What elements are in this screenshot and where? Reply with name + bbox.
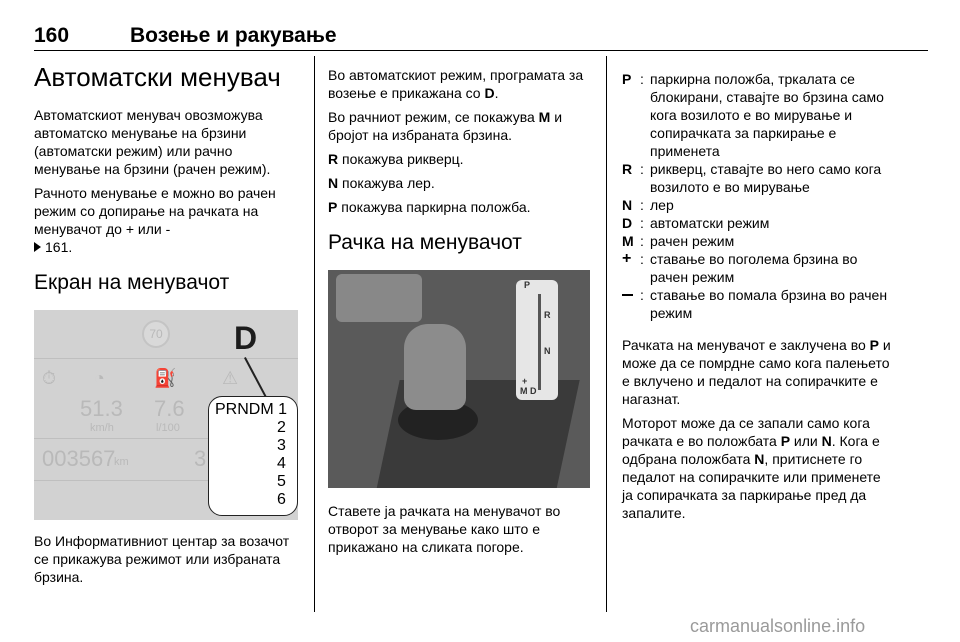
- average-speed-unit: km/h: [90, 422, 114, 434]
- paragraph: [328, 150, 594, 168]
- plus-key: +: [622, 250, 632, 267]
- paragraph-text: покажува рикверц.: [338, 151, 464, 167]
- column-3: [622, 60, 892, 528]
- gear-lever-image: [328, 270, 590, 488]
- fuel-icon: ⛽: [154, 368, 177, 388]
- paragraph: [328, 174, 594, 192]
- paragraph-text: Во рачниот режим, се покажува: [328, 109, 539, 125]
- callout-gear-number: 3: [277, 437, 286, 454]
- gear-letter: D: [484, 85, 495, 101]
- paragraph: [34, 184, 302, 256]
- gear-letter: R: [328, 151, 339, 167]
- callout-gear-number: 5: [277, 473, 286, 490]
- paragraph-text: . Кога е одбрана положбата: [622, 433, 880, 467]
- definition-colon: :: [640, 251, 644, 267]
- definition-colon: :: [640, 71, 644, 87]
- gear-letter: N: [754, 451, 765, 467]
- gear-letter: N: [328, 175, 339, 191]
- callout-gear-modes: PRNDM 1: [215, 401, 288, 418]
- air-vent: [336, 274, 422, 322]
- gear-lever-knob: [404, 324, 466, 410]
- definition-text: рачен режим: [650, 233, 735, 249]
- column-1: [34, 54, 302, 592]
- page-number: 160: [34, 24, 70, 47]
- gear-letter: M: [538, 109, 551, 125]
- average-speed-value: 51.3: [80, 396, 123, 421]
- definition-item: [622, 160, 892, 196]
- paragraph-text: и може да се помрдне само кога палењето е вклучено и педалот на сопирачките е нагазнат.: [622, 337, 891, 407]
- definition-text: ставање во помала брзина во рачен режим: [650, 287, 888, 321]
- callout-pointer: [244, 357, 268, 400]
- trip-digit: 3: [194, 446, 207, 471]
- paragraph-text: Рачката на менувачот е заклучена во: [622, 337, 870, 353]
- paragraph: Автоматскиот менувач овозможува автоматско менување на брзини (автоматски режим) или рачно менување на брзини (рачен режим).: [34, 107, 271, 177]
- callout-gear-number: 6: [277, 491, 286, 508]
- speedometer-icon: ◔: [94, 368, 105, 388]
- definition-item: [622, 214, 892, 232]
- paragraph-text: , притиснете го педалот на сопирачките или применете ја сопирачката за паркирање пред да запалите.: [622, 451, 881, 521]
- column-divider: [606, 56, 607, 612]
- definition-text: рикверц, ставајте во него само кога возилото е во мирување: [650, 161, 882, 195]
- speed-limit-sign: 70: [142, 320, 170, 348]
- definition-text: паркирна положба, тркалата се блокирани, ставајте во брзина само кога возилото е во мирување и сопирачката за паркирање е применета: [650, 71, 884, 159]
- gear-callout: [208, 396, 298, 516]
- definition-key: R: [622, 161, 633, 177]
- pattern-label-plus: +: [522, 376, 528, 386]
- odometer-value: 003567: [42, 446, 116, 471]
- gear-letter: N: [821, 433, 832, 449]
- odometer-unit: km: [114, 456, 129, 468]
- paragraph: [328, 108, 594, 144]
- paragraph-text: Рачното менување е можно во рачен режим со допирање на рачката на менувачот до + или -: [34, 185, 276, 237]
- running-title: Возење и ракување: [130, 24, 337, 47]
- definition-item: [622, 232, 892, 250]
- paragraph-text: Моторот може да се запали само кога рачката е во положбата: [622, 415, 870, 449]
- paragraph-text: покажува паркирна положба.: [337, 199, 531, 215]
- paragraph: [622, 336, 892, 408]
- paragraph-text: .: [494, 85, 499, 101]
- definition-item: [622, 70, 892, 160]
- image-caption: Ставете ја рачката на менувачот во отворот за менување како што е прикажано на сликата погоре.: [328, 503, 561, 555]
- fuel-consumption-value: 7.6: [154, 396, 185, 421]
- image-caption: Во Информативниот центар за возачот се прикажува режимот или избраната брзина.: [34, 533, 290, 585]
- display-divider: [34, 358, 298, 359]
- definition-text: лер: [650, 197, 674, 213]
- pattern-label-r: R: [544, 310, 551, 320]
- current-gear-indicator: D: [234, 320, 258, 356]
- pattern-label-md: M D: [520, 386, 537, 396]
- gear-letter: P: [328, 199, 338, 215]
- column-divider: [314, 56, 315, 612]
- pattern-label-p: P: [524, 280, 531, 290]
- section-heading: Автоматски менувач: [34, 62, 281, 92]
- column-2: [328, 66, 594, 562]
- paragraph: [328, 198, 594, 216]
- definition-colon: :: [640, 287, 644, 303]
- stopwatch-icon: ⏱: [42, 368, 57, 388]
- page-header: [34, 22, 928, 51]
- definition-item: [622, 286, 892, 322]
- gear-letter: P: [780, 433, 791, 449]
- paragraph: [328, 66, 594, 102]
- page-reference-link[interactable]: 161.: [45, 239, 73, 255]
- definition-text: автоматски режим: [650, 215, 770, 231]
- definition-key: M: [622, 233, 634, 249]
- paragraph: [622, 414, 892, 522]
- shift-pattern-plate: [516, 280, 558, 400]
- definition-item: [622, 250, 892, 286]
- watermark: carmanualsonline.info: [690, 616, 866, 636]
- subsection-heading: Екран на менувачот: [34, 271, 230, 294]
- definition-text: ставање во поголема брзина во рачен режим: [650, 251, 858, 285]
- paragraph-text: или: [790, 433, 822, 449]
- paragraph-text: покажува лер.: [338, 175, 435, 191]
- fuel-consumption-unit: l/100: [156, 422, 180, 434]
- definition-colon: :: [640, 161, 644, 177]
- shift-gate: [538, 294, 541, 390]
- callout-gear-number: 2: [277, 419, 286, 436]
- callout-gear-number: 4: [277, 455, 286, 472]
- definition-item: [622, 196, 892, 214]
- gear-definitions-list: [622, 70, 892, 322]
- definition-key: P: [622, 71, 632, 87]
- definition-key: N: [622, 197, 633, 213]
- reference-arrow-icon: [34, 242, 41, 252]
- minus-icon: [622, 286, 633, 304]
- paragraph-text: Во автоматскиот режим, програмата за возење е прикажана со: [328, 67, 584, 101]
- gear-display-image: [34, 310, 298, 520]
- warning-icon: ⚠: [222, 368, 239, 388]
- definition-colon: :: [640, 215, 644, 231]
- subsection-heading: Рачка на менувачот: [328, 231, 522, 254]
- definition-colon: :: [640, 197, 644, 213]
- definition-key: D: [622, 215, 633, 231]
- gear-letter: P: [869, 337, 879, 353]
- pattern-label-n: N: [544, 346, 551, 356]
- definition-colon: :: [640, 233, 644, 249]
- paragraph-text: и бројот на избраната брзина.: [328, 109, 563, 143]
